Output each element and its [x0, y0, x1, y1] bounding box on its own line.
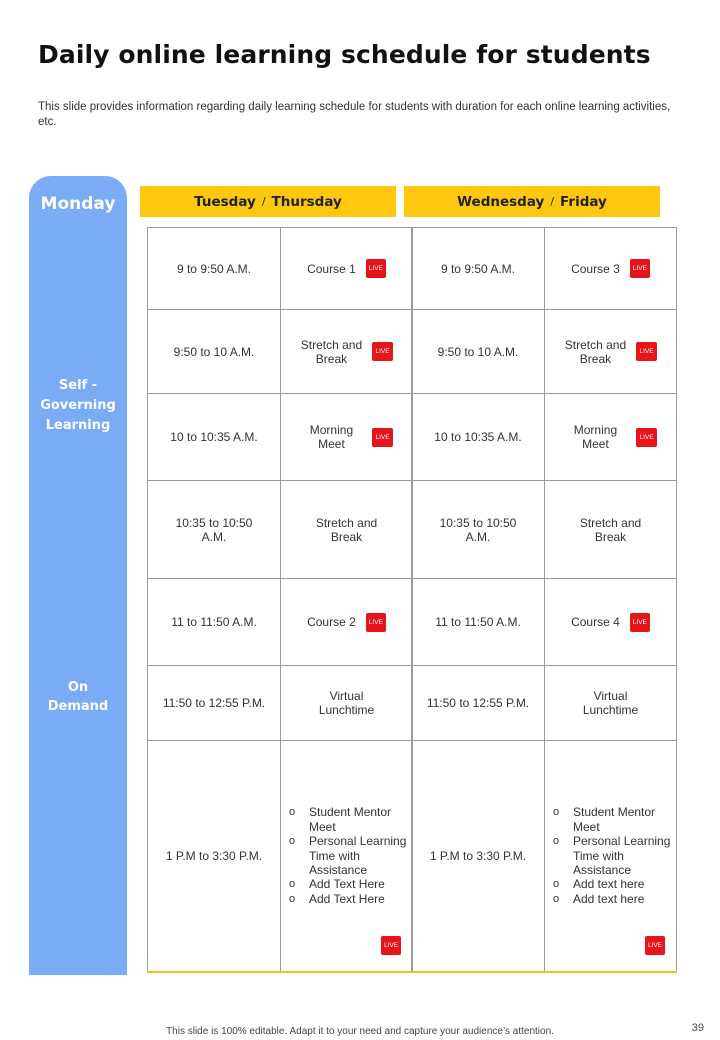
activity-list: [545, 805, 676, 906]
schedule-row: [148, 228, 413, 310]
activity-cell: [281, 666, 413, 741]
schedule-row: [412, 310, 677, 394]
activity-label: Course 1: [307, 261, 356, 276]
live-badge: LIVE: [372, 428, 392, 447]
time-cell: 1 P.M to 3:30 P.M.: [148, 741, 281, 972]
day-separator: /: [261, 195, 266, 208]
list-item: o Add text here: [553, 892, 676, 906]
list-item: o Add Text Here: [289, 877, 412, 891]
activity-cell: [281, 481, 413, 579]
time-cell: 1 P.M to 3:30 P.M.: [412, 741, 545, 972]
live-badge: LIVE: [372, 342, 392, 361]
schedule-row: [412, 666, 677, 741]
schedule-row: [412, 741, 677, 972]
footer-note: This slide is 100% editable. Adapt it to your need and capture your audience’s attention.: [166, 1026, 554, 1037]
activity-label: Course 4: [571, 615, 620, 629]
activity-list: [281, 805, 412, 906]
list-item: o Personal Learning Time with Assistance: [553, 834, 676, 877]
page-subtitle: This slide provides information regarding daily learning schedule for students with duration for each online learning activities, etc.: [38, 101, 671, 128]
live-badge: LIVE: [636, 428, 656, 447]
live-badge: LIVE: [630, 613, 650, 632]
schedule-row: [412, 394, 677, 481]
activity-cell: [545, 310, 677, 394]
time-cell: 11 to 11:50 A.M.: [148, 579, 281, 666]
time-cell: 10:35 to 10:50 A.M.: [412, 481, 545, 579]
schedule-row: [148, 579, 413, 666]
activity-content: [545, 516, 676, 544]
monday-label: Monday: [40, 194, 116, 214]
time-cell: 11:50 to 12:55 P.M.: [148, 666, 281, 741]
schedule-row: [148, 394, 413, 481]
activity-cell: [281, 228, 413, 310]
activity-label: Stretch and Break: [315, 515, 378, 544]
time-cell: 9 to 9:50 A.M.: [412, 228, 545, 310]
time-cell: 9:50 to 10 A.M.: [148, 310, 281, 394]
day-name: Friday: [560, 193, 607, 210]
live-badge: LIVE: [381, 936, 401, 955]
live-badge: LIVE: [636, 342, 656, 361]
activity-label: Morning Meet: [573, 423, 618, 451]
activity-content: [281, 423, 412, 451]
activity-content: [545, 423, 676, 451]
schedule-row: [148, 310, 413, 394]
monday-panel: [29, 176, 127, 975]
day-separator: /: [550, 195, 555, 208]
activity-cell: [281, 394, 413, 481]
activity-label: Morning Meet: [309, 423, 354, 451]
time-cell: 11:50 to 12:55 P.M.: [412, 666, 545, 741]
schedule-row: [148, 481, 413, 579]
activity-content: [281, 613, 412, 632]
day-name: Tuesday: [194, 193, 256, 210]
activity-label: Stretch and Break: [579, 515, 642, 544]
activity-label: Virtual Lunchtime: [582, 689, 639, 717]
activity-content: [281, 516, 412, 544]
activity-content: [281, 689, 412, 717]
activity-content: [545, 259, 676, 278]
live-badge: LIVE: [630, 259, 650, 278]
live-badge: LIVE: [366, 259, 386, 278]
day-name: Wednesday: [457, 193, 545, 210]
activity-content: [281, 259, 412, 278]
schedule-table-wed-fri: [411, 227, 677, 973]
time-cell: 9:50 to 10 A.M.: [412, 310, 545, 394]
schedule-row: [412, 579, 677, 666]
activity-label: Stretch and Break: [300, 337, 363, 366]
schedule-row: [412, 481, 677, 579]
activity-content: [281, 338, 412, 366]
list-item: o Add Text Here: [289, 892, 412, 906]
live-badge: LIVE: [645, 936, 665, 955]
activity-cell: [281, 741, 413, 972]
schedule-row: [412, 228, 677, 310]
list-item: o Add text here: [553, 877, 676, 891]
schedule-row: [148, 666, 413, 741]
activity-cell: [281, 579, 413, 666]
page-number: 39: [691, 1022, 704, 1034]
activity-cell: [545, 741, 677, 972]
tuesday-thursday-header: [140, 186, 396, 217]
wednesday-friday-header: [404, 186, 660, 217]
activity-label: Course 3: [571, 261, 620, 276]
list-item: o Student Mentor Meet: [553, 805, 676, 834]
time-cell: 10:35 to 10:50 A.M.: [148, 481, 281, 579]
activity-cell: [281, 310, 413, 394]
activity-cell: [545, 666, 677, 741]
day-name: Thursday: [271, 193, 342, 210]
live-badge: LIVE: [366, 613, 386, 632]
time-cell: 10 to 10:35 A.M.: [412, 394, 545, 481]
activity-content: [545, 338, 676, 366]
time-cell: 10 to 10:35 A.M.: [148, 394, 281, 481]
activity-content: [545, 613, 676, 632]
time-cell: 9 to 9:50 A.M.: [148, 228, 281, 310]
list-item: o Personal Learning Time with Assistance: [289, 834, 412, 877]
schedule-row: [148, 741, 413, 972]
activity-cell: [545, 228, 677, 310]
page-title: Daily online learning schedule for students: [38, 40, 651, 69]
activity-label: Course 2: [307, 615, 356, 629]
schedule-table-tue-thu: [147, 227, 413, 973]
activity-cell: [545, 394, 677, 481]
activity-label: Stretch and Break: [564, 337, 627, 366]
activity-content: [545, 689, 676, 717]
list-item: o Student Mentor Meet: [289, 805, 412, 834]
activity-label: Virtual Lunchtime: [318, 689, 375, 717]
on-demand-label: On Demand: [47, 680, 109, 714]
self-governing-label: Self - Governing Learning: [40, 378, 116, 433]
activity-cell: [545, 579, 677, 666]
activity-cell: [545, 481, 677, 579]
time-cell: 11 to 11:50 A.M.: [412, 579, 545, 666]
